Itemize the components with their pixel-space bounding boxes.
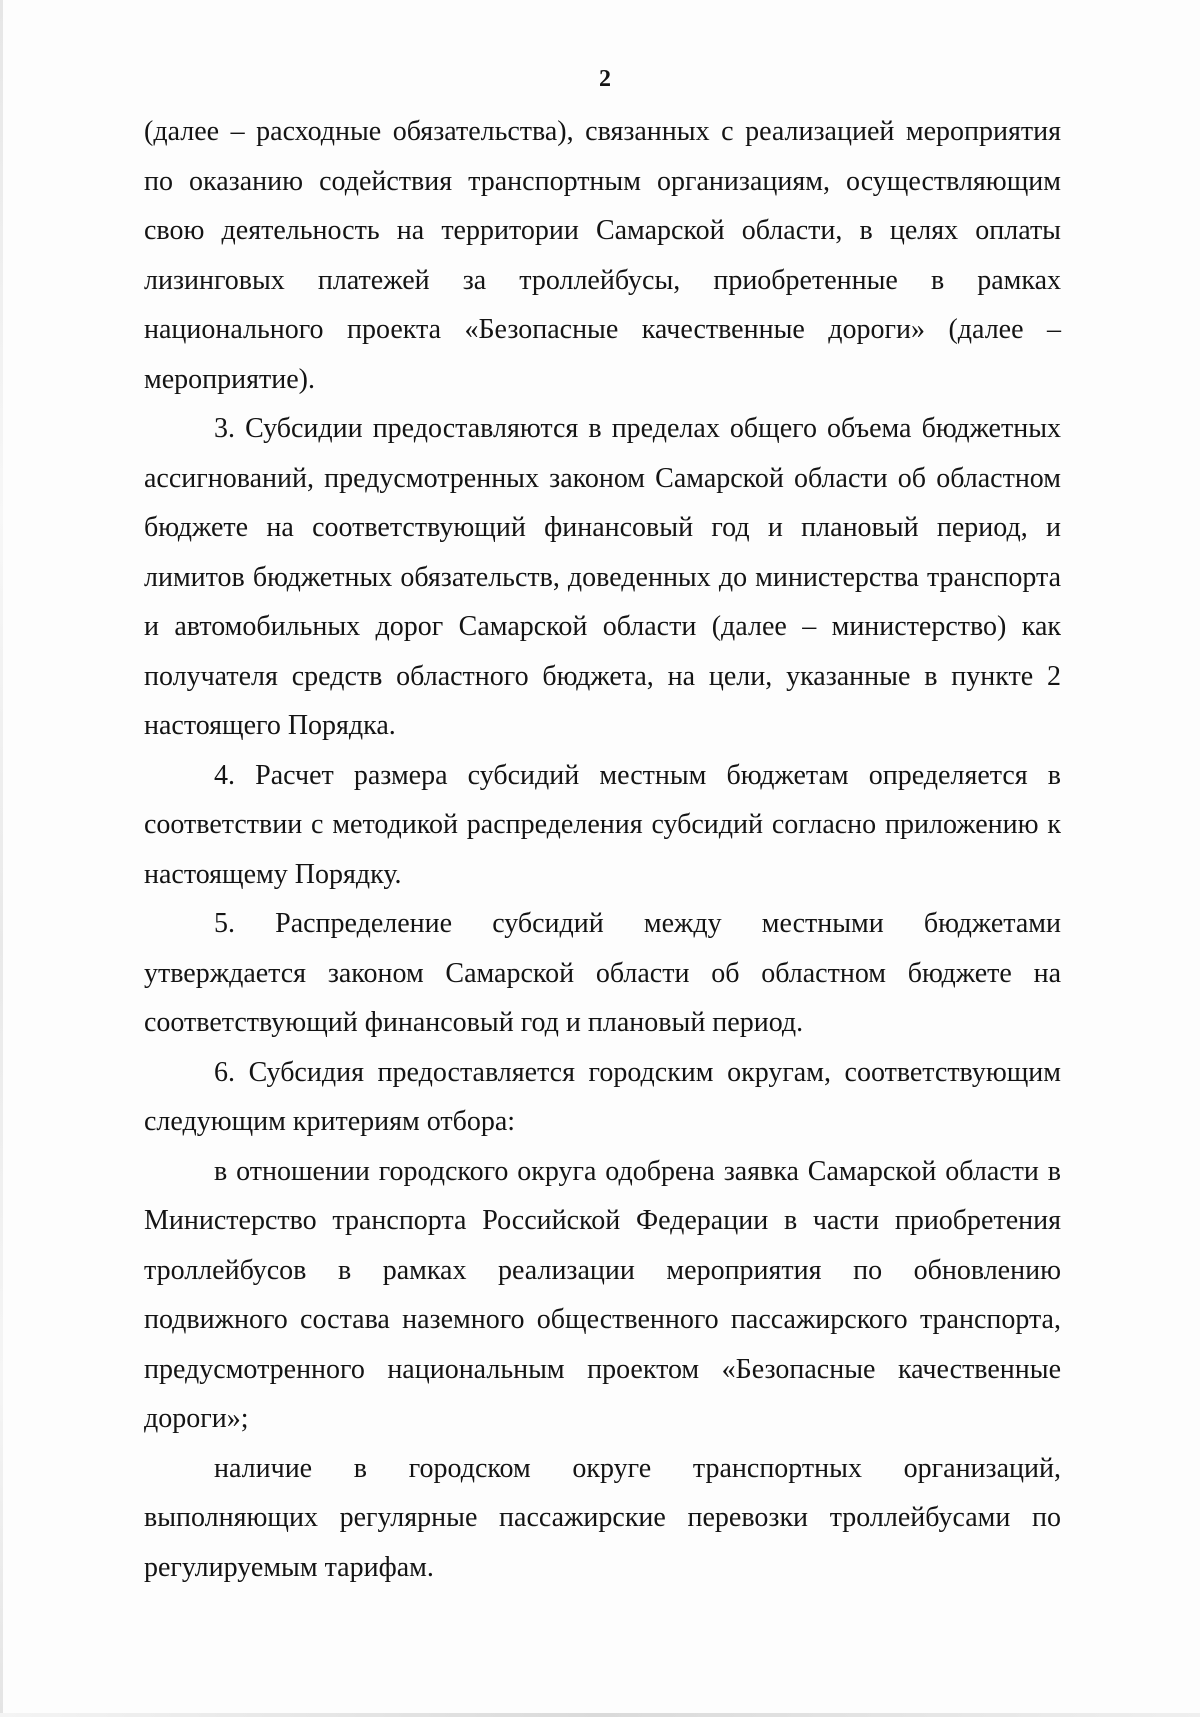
criterion-transport-organizations: наличие в городском округе транспортных организаций, выполняющих регулярные пассажирские перевозки троллейбусами по регулируемым тарифам.: [144, 1452, 1061, 1583]
paragraph-item-3: 3. Субсидии предоставляются в пределах общего объема бюджетных ассигнований, предусмотренных законом Самарской области об областном бюджете на соответствующий финансовый год и плановый период, и лимитов бюджетных обязательств, доведенных до министерства транспорта и автомобильных дорог Самарской области (далее – министерство) как получателя средств областного бюджета, на цели, указанные в пункте 2 настоящего Порядка.: [144, 413, 1061, 741]
paragraph-item-4: 4. Расчет размера субсидий местным бюджетам определяется в соответствии с методикой распределения субсидий согласно приложению к настоящему Порядку.: [144, 759, 1061, 890]
page-number: 2: [599, 66, 611, 92]
paragraph-item-5: 5. Распределение субсидий между местными бюджетами утверждается законом Самарской области об областном бюджете на соответствующий финансовый год и плановый период.: [144, 908, 1061, 1038]
document-body: [144, 107, 1061, 1592]
paragraph-continuation: (далее – расходные обязательства), связанных с реализацией мероприятия по оказанию содействия транспортным организациям, осуществляющим свою деятельность на территории Самарской области, в целях оплаты лизинговых платежей за троллейбусы, приобретенные в рамках национального проекта «Безопасные качественные дороги» (далее – мероприятие).: [144, 116, 1061, 395]
criterion-approved-application: в отношении городского округа одобрена заявка Самарской области в Министерство транспорта Российской Федерации в части приобретения троллейбусов в рамках реализации мероприятия по обновлению подвижного состава наземного общественного пассажирского транспорта, предусмотренного национальным проектом «Безопасные качественные дороги»;: [144, 1155, 1061, 1434]
paragraph-item-6: 6. Субсидия предоставляется городским округам, соответствующим следующим критериям отбора:: [144, 1056, 1061, 1137]
scan-edge-left: [0, 0, 3, 1717]
scan-edge-bottom: [0, 1713, 1200, 1717]
